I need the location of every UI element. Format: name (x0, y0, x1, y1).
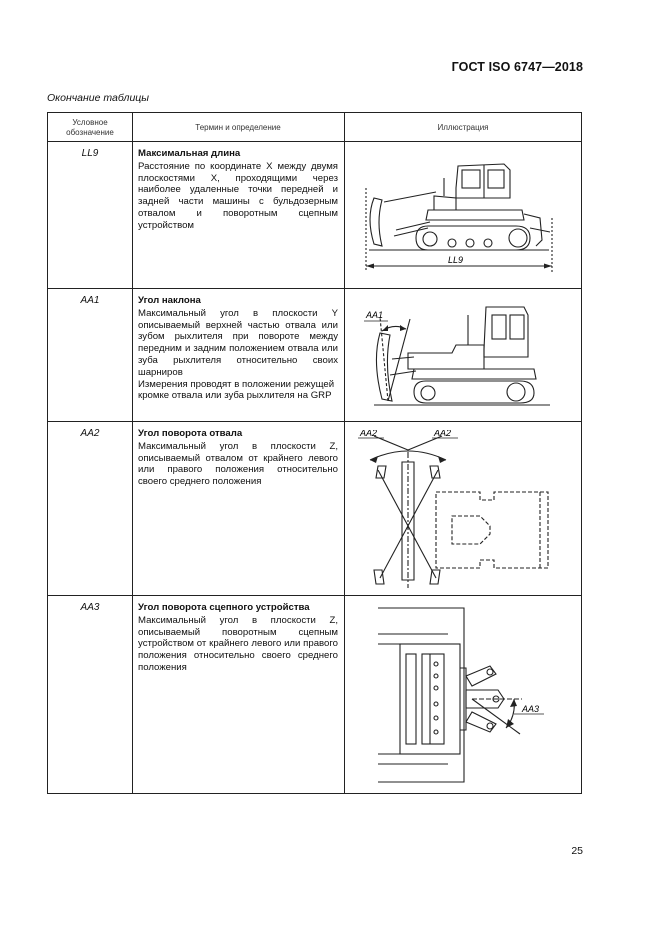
row-code: AA1 (80, 295, 100, 306)
column-header-illustration: Иллюстрация (437, 122, 489, 132)
page-number: 25 (571, 845, 583, 857)
angle-label-aa3: AA3 (522, 704, 540, 714)
row-code: LL9 (81, 148, 99, 159)
term-note: Измерения проводят в положении режущей кромке отвала или зуба рыхлителя на GRP (138, 378, 335, 402)
angle-label-aa2-left: AA2 (360, 430, 378, 438)
standard-code: ГОСТ ISO 6747—2018 (451, 60, 583, 74)
term-definition: Расстояние по координате X между двумя плоскостями X, проходящими через наиболее удаленные точки передней и задней части машины с бульдозерным отвалом и поворотным сцепным устройством (138, 160, 338, 231)
row-code: AA3 (80, 602, 100, 613)
table-row (48, 288, 581, 421)
angle-label-aa2-right: AA2 (434, 430, 452, 438)
term-definition: Максимальный угол в плоскости Z, описываемый отвалом от крайнего левого или правого положения относительно своего среднего положения (138, 440, 338, 488)
row-term (138, 428, 338, 488)
term-title: Максимальная длина (138, 148, 241, 159)
table-row (48, 421, 581, 595)
definitions-table (47, 112, 582, 794)
blade-angle-top-view-drawing (344, 430, 582, 590)
table-header (48, 113, 581, 142)
row-term (138, 148, 338, 232)
table-caption: Окончание таблицы (47, 92, 150, 104)
illustration-hitch-angle (344, 604, 582, 790)
term-title: Угол поворота отвала (138, 428, 243, 439)
column-header-code: Условное обозначение (66, 117, 114, 137)
term-title: Угол наклона (138, 295, 201, 306)
illustration-bulldozer-length (344, 148, 582, 280)
illustration-tilt-angle (344, 297, 582, 415)
table-row (48, 142, 581, 288)
bulldozer-tilt-drawing (344, 297, 582, 415)
illustration-blade-angle (344, 430, 582, 590)
term-definition: Максимальный угол в плоскости Z, описываемый поворотным сцепным устройством от крайнего левого или правого положения относительно своего среднего положения (138, 614, 338, 673)
term-title: Угол поворота сцепного устройства (138, 602, 310, 613)
angle-label-aa1: AA1 (366, 310, 384, 320)
bulldozer-side-view-drawing (344, 148, 582, 280)
row-term (138, 602, 338, 674)
term-definition: Максимальный угол в плоскости Y описываемый верхней частью отвала или зубом рыхлителя при повороте между передним и задним положением отвала или зуба рыхлителя относительно своих шарниров (138, 307, 338, 378)
dimension-label-ll9: LL9 (448, 255, 464, 265)
row-code: AA2 (80, 428, 100, 439)
hitch-angle-top-view-drawing (344, 604, 582, 790)
table-row (48, 595, 581, 795)
row-term (138, 295, 338, 402)
column-header-term: Термин и определение (195, 122, 281, 132)
